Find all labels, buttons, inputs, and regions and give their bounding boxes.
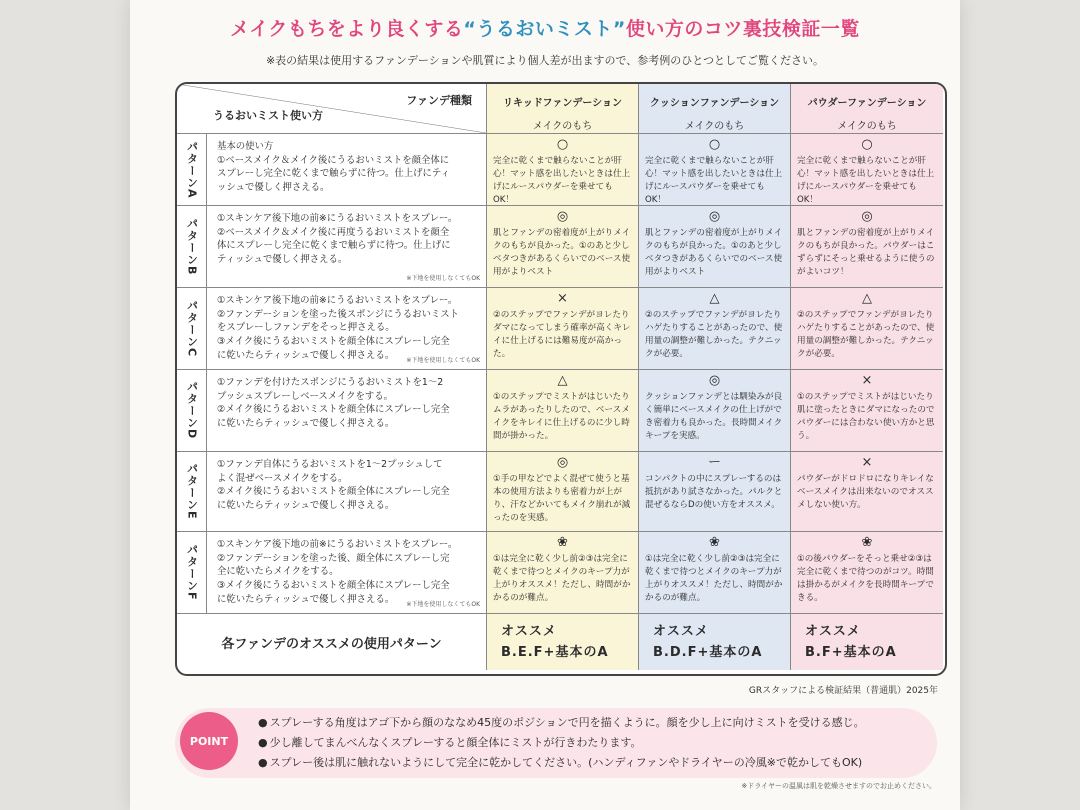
row-label: パターンC bbox=[177, 288, 207, 370]
rating-mark: △ bbox=[709, 291, 720, 306]
column-header-powder bbox=[791, 84, 943, 134]
rating-mark: ◎ bbox=[861, 209, 873, 224]
result-text: ①手の甲などでよく混ぜて使うと基本の使用方法よりも密着力が上がり、汗などかいてもメイク崩れが減ったのを実感。 bbox=[493, 474, 631, 523]
result-cell bbox=[639, 532, 791, 614]
method-line: ッシュで優しく押さえる。 bbox=[217, 181, 330, 193]
method-line: に乾いたらティッシュで優しく押さえる。 bbox=[217, 593, 395, 605]
result-text: ①の後パウダーをそっと乗せ②③は完全に乾くまで待つのがコツ。時間は掛かるがメイクを長時間キープできる。 bbox=[797, 554, 934, 603]
result-cell bbox=[791, 452, 943, 532]
method-line: 全に乾いたらメイクをする。 bbox=[217, 566, 339, 578]
column-sub: メイクのもち bbox=[837, 121, 897, 132]
result-text: コンパクトの中にスプレーするのは抵抗があり試さなかった。パルクと混ぜるならDの使い方をオススメ。 bbox=[645, 474, 783, 511]
result-text: ①のステップでミストがはじいたりムラがあったりしたので、ベースメイクをキレイに仕上げるのに少し時間が掛かった。 bbox=[493, 392, 630, 441]
rating-mark: ❀ bbox=[557, 535, 568, 550]
result-cell bbox=[487, 134, 639, 206]
method-line: ティッシュで優しく押さえる。 bbox=[217, 253, 348, 265]
method-line: ①スキンケア後下地の前※にうるおいミストをスプレー。 bbox=[217, 539, 458, 550]
method-line: プッシュスプレーしベースメイクをする。 bbox=[217, 390, 394, 402]
header-foundation-type: ファンデ種類 bbox=[406, 94, 472, 107]
row-label: パターンD bbox=[177, 370, 207, 452]
method-footnote: ※下地を使用しなくてもOK bbox=[406, 601, 480, 609]
result-text: ①は完全に乾く少し前②③は完全に乾くまで待つとメイクのキープ力が上がりオススメ！ただし、時間がかかるのが難点。 bbox=[645, 554, 783, 603]
rec-title: オススメ bbox=[653, 624, 709, 639]
row-label: パターンB bbox=[177, 206, 207, 288]
method-line: ③メイク後にうるおいミストを顔全体にスプレーし完全 bbox=[217, 579, 450, 591]
method-line: ③メイク後にうるおいミストを顔全体にスプレーし完全 bbox=[217, 335, 450, 347]
method-line: よく混ぜベースメイクをする。 bbox=[217, 472, 348, 484]
method-line: ②メイク後にうるおいミストを顔全体にスプレーし完全 bbox=[217, 486, 450, 498]
rec-title: オススメ bbox=[805, 624, 861, 639]
method-line: に乾いたらティッシュで優しく押さえる。 bbox=[217, 417, 395, 429]
method-description bbox=[207, 206, 487, 288]
rating-mark: △ bbox=[557, 373, 568, 388]
recommendation-liquid bbox=[487, 614, 639, 670]
method-line: スプレーし完全に乾くまで触らずに待つ。仕上げにティ bbox=[217, 168, 450, 180]
result-cell bbox=[791, 532, 943, 614]
rec-patterns: B.D.F+基本のA bbox=[653, 644, 763, 660]
point-list bbox=[258, 713, 865, 773]
result-cell bbox=[791, 206, 943, 288]
result-cell bbox=[791, 288, 943, 370]
header-corner bbox=[177, 84, 487, 134]
column-header-liquid bbox=[487, 84, 639, 134]
result-cell bbox=[487, 206, 639, 288]
result-cell bbox=[639, 206, 791, 288]
comparison-table bbox=[175, 82, 947, 676]
column-name: クッションファンデーション bbox=[649, 98, 780, 109]
rec-patterns: B.F+基本のA bbox=[805, 644, 897, 660]
method-line: ①ベースメイク＆メイク後にうるおいミストを顔全体に bbox=[217, 154, 450, 166]
result-cell bbox=[639, 370, 791, 452]
point-badge: POINT bbox=[180, 712, 238, 770]
result-text: パウダーがドロドロになりキレイなベースメイクは出来ないのでオススメしない使い方。 bbox=[797, 474, 934, 511]
method-description bbox=[207, 134, 487, 206]
paper-sheet bbox=[130, 0, 960, 810]
title-mist: “うるおいミスト” bbox=[463, 18, 626, 40]
column-sub: メイクのもち bbox=[532, 121, 593, 132]
result-cell bbox=[639, 134, 791, 206]
method-description bbox=[207, 452, 487, 532]
rating-mark: ○ bbox=[556, 137, 569, 152]
point-item: ● スプレーする角度はアゴ下から顔のななめ45度のポジションで円を描くように。顔を少し上に向けミストを受ける感じ。 bbox=[258, 713, 865, 733]
row-label: パターンA bbox=[177, 134, 207, 206]
method-line: ①ファンデ自体にうるおいミストを1〜2プッシュして bbox=[217, 459, 443, 470]
rating-mark: ○ bbox=[708, 137, 721, 152]
rating-mark: × bbox=[557, 291, 568, 306]
row-label: パターンE bbox=[177, 452, 207, 532]
column-name: リキッドファンデーション bbox=[503, 98, 622, 109]
point-item: ● スプレー後は肌に触れないようにして完全に乾かしてください。(ハンディファンやドライヤーの冷風※で乾かしてもOK) bbox=[258, 753, 865, 773]
result-cell bbox=[487, 452, 639, 532]
rating-mark: ○ bbox=[861, 137, 873, 152]
result-text: ②のステップでファンデがヨレたりハゲたりすることがあったので、使用量の調整が難しかった。テクニックが必要。 bbox=[645, 310, 783, 359]
method-line: ①ファンデを付けたスポンジにうるおいミストを1〜2 bbox=[217, 377, 444, 388]
method-line: に乾いたらティッシュで優しく押さえる。 bbox=[217, 349, 395, 361]
result-cell bbox=[487, 370, 639, 452]
recommendation-label: 各ファンデのオススメの使用パターン bbox=[177, 614, 487, 670]
method-line: ②メイク後にうるおいミストを顔全体にスプレーし完全 bbox=[217, 404, 450, 416]
method-line: ①スキンケア後下地の前※にうるおいミストをスプレー。 bbox=[217, 295, 458, 306]
result-text: ①は完全に乾く少し前②③は完全に乾くまで待つとメイクのキープ力が上がりオススメ！ただし、時間がかかるのが難点。 bbox=[493, 554, 631, 603]
result-cell bbox=[639, 288, 791, 370]
column-header-cushion bbox=[639, 84, 791, 134]
method-description bbox=[207, 532, 487, 614]
rating-mark: ◎ bbox=[556, 455, 569, 470]
method-description bbox=[207, 288, 487, 370]
rating-mark: △ bbox=[862, 291, 872, 306]
result-text: クッションファンデとは馴染みが良く簡単にベースメイクの仕上げができ密着力も良かった。長時間メイクキープを実感。 bbox=[645, 392, 783, 441]
method-footnote: ※下地を使用しなくてもOK bbox=[406, 357, 480, 365]
method-line: をスプレーしファンデをそっと押さえる。 bbox=[217, 322, 395, 334]
title-part2: 使い方のコツ裏技検証一覧 bbox=[625, 18, 860, 40]
result-text: 肌とファンデの密着度が上がりメイクのもちが良かった。パウダーはこずらずにそっと乗せるように使うのがよいコツ！ bbox=[797, 228, 935, 277]
rec-patterns: B.E.F+基本のA bbox=[501, 644, 609, 660]
result-text: 完全に乾くまで触らないことが肝心！マット感を出したいときは仕上げにルースパウダーを乗せてもOK！ bbox=[797, 156, 935, 205]
method-footnote: ※下地を使用しなくてもOK bbox=[406, 275, 480, 283]
rating-mark: × bbox=[861, 455, 873, 470]
rating-mark: ◎ bbox=[708, 373, 721, 388]
method-line: ①スキンケア後下地の前※にうるおいミストをスプレー。 bbox=[217, 213, 458, 224]
result-text: 完全に乾くまで触らないことが肝心！マット感を出したいときは仕上げにルースパウダーを乗せてもOK！ bbox=[493, 156, 631, 205]
method-description bbox=[207, 370, 487, 452]
recommendation-cushion bbox=[639, 614, 791, 670]
method-line: ②ファンデーションを塗った後、顔全体にスプレーし完 bbox=[217, 552, 450, 564]
method-line: ②ファンデーションを塗った後スポンジにうるおいミスト bbox=[217, 308, 459, 320]
rating-mark: × bbox=[861, 373, 873, 388]
result-text: ②のステップでファンデがヨレたりダマになってしまう確率が高くキレイに仕上げるには難易度が高かった。 bbox=[493, 310, 631, 359]
result-text: 完全に乾くまで触らないことが肝心！マット感を出したいときは仕上げにルースパウダーを乗せてもOK！ bbox=[645, 156, 783, 205]
result-text: ②のステップでファンデがヨレたりハゲたりすることがあったので、使用量の調整が難しかった。テクニックが必要。 bbox=[797, 310, 935, 359]
column-sub: メイクのもち bbox=[684, 121, 745, 132]
result-cell bbox=[487, 288, 639, 370]
result-cell bbox=[639, 452, 791, 532]
row-label: パターンF bbox=[177, 532, 207, 614]
result-text: ①のステップでミストがはじいたり肌に塗ったときにダマになったのでパウダーには合わない使い方かと思う。 bbox=[797, 392, 935, 441]
disclaimer-note: ※表の結果は使用するファンデーションや肌質により個人差が出ますので、参考例のひとつとしてご覧ください。 bbox=[265, 54, 825, 67]
result-text: 肌とファンデの密着度が上がりメイクのもちが良かった。①のあと少しベタつきがあるくらいでのベース使用がよりベスト bbox=[493, 228, 631, 277]
rating-mark: ◎ bbox=[708, 209, 721, 224]
method-line: に乾いたらティッシュで優しく押さえる。 bbox=[217, 499, 395, 511]
rating-mark: ◎ bbox=[556, 209, 569, 224]
method-line: 基本の使い方 bbox=[217, 141, 274, 152]
result-cell bbox=[791, 134, 943, 206]
column-name: パウダーファンデーション bbox=[807, 98, 927, 109]
recommendation-powder bbox=[791, 614, 943, 670]
result-cell bbox=[487, 532, 639, 614]
result-cell bbox=[791, 370, 943, 452]
rating-mark: ❀ bbox=[709, 535, 720, 550]
footnote: ※ドライヤーの温風は肌を乾燥させますのでお止めください。 bbox=[741, 782, 936, 790]
title-part1: メイクもちをより良くする bbox=[230, 18, 464, 40]
rating-mark: ❀ bbox=[861, 535, 873, 550]
method-line: ②ベースメイク＆メイク後に再度うるおいミストを顔全 bbox=[217, 226, 450, 238]
point-item: ● 少し離してまんべんなくスプレーすると顔全体にミストが行きわたります。 bbox=[258, 733, 865, 753]
credit-text: GRスタッフによる検証結果（普通肌）2025年 bbox=[748, 686, 938, 696]
rec-title: オススメ bbox=[501, 624, 557, 639]
result-text: 肌とファンデの密着度が上がりメイクのもちが良かった。①のあと少しベタつきがあるくらいでのベース使用がよりベスト bbox=[645, 228, 783, 277]
method-line: 体にスプレーし完全に乾くまで触らずに待つ。仕上げに bbox=[217, 240, 451, 252]
header-mist-usage: うるおいミスト使い方 bbox=[213, 109, 323, 122]
rating-mark: ー bbox=[707, 455, 721, 470]
page-title bbox=[130, 14, 960, 41]
